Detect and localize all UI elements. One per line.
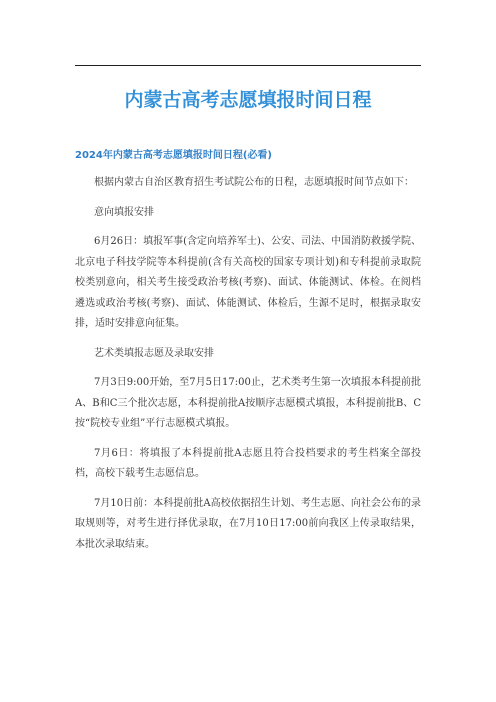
document-body (75, 148, 421, 564)
section-heading: 2024年内蒙古高考志愿填报时间日程(必看) (75, 150, 272, 161)
paragraph-july-10: 7月10日前：本科提前批A高校依据招生计划、考生志愿、向社会公布的录取规则等，对考生进行择优录取，在7月10日17:00前向我区上传录取结果，本批次录取结束。 (75, 497, 421, 550)
document-title: 内蒙古高考志愿填报时间日程 (124, 89, 372, 111)
paragraph-july-3: 7月3日9:00开始，至7月5日17:00止，艺术类考生第一次填报本科提前批A、B和C三个批次志愿，本科提前批A按顺序志愿模式填报，本科提前批B、C按“院校专业组”平行志愿模式填报。 (75, 377, 421, 429)
subheading-intent-filing: 意向填报安排 (94, 206, 154, 218)
paragraph-july-6: 7月6日：将填报了本科提前批A志愿且符合投档要求的考生档案全部投档，高校下载考生志愿信息。 (75, 447, 421, 479)
paragraph-june-26: 6月26日：填报军事(含定向培养军士)、公安、司法、中国消防救援学院、北京电子科技学院等本科提前(含有关高校的国家专项计划)和专科提前录取院校类别意向，相关考生接受政治考核(考察)、面试、体能测试、体检。在阅档遴选或政治考核(考察)、面试、体能测试、体检后，生源不足时，根据录取安排，适时安排意向征集。 (75, 236, 421, 329)
subheading-art-admission: 艺术类填报志愿及录取安排 (94, 347, 214, 359)
intro-paragraph: 根据内蒙古自治区教育招生考试院公布的日程，志愿填报时间节点如下： (94, 177, 414, 188)
top-divider (75, 65, 421, 66)
